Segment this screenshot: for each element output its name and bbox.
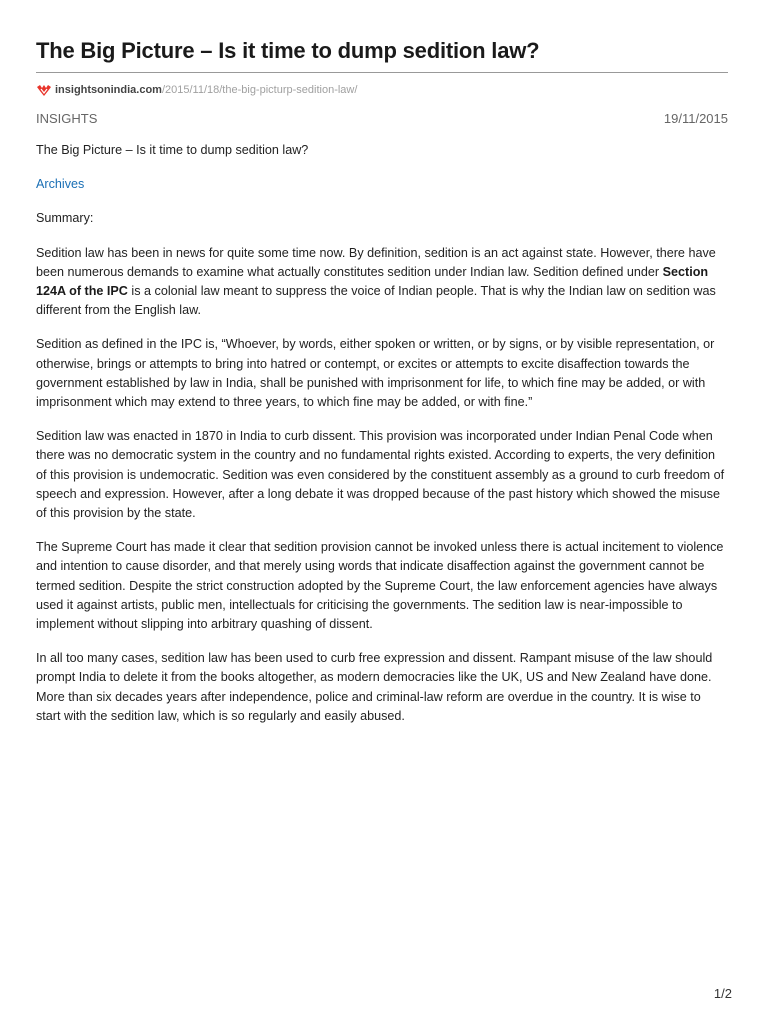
section-reference: Section 124A of the IPC: [36, 264, 709, 299]
category-label: INSIGHTS: [36, 111, 98, 126]
insights-logo-icon: [36, 84, 52, 97]
publish-date: 19/11/2015: [663, 111, 728, 126]
paragraph-2: Sedition as defined in the IPC is, “Whoever, by words, either spoken or written, or by signs, or by visible representation, or otherwise, brings or attempts to bring into hatred or contempt, or excites or attempts to excite disaffection towards the government established by law in India, shall be punished with imprisonment for life, to which fine may be added, or with imprisonment which may extend to three years, to which fine may be added, or with fine.”: [36, 337, 715, 410]
paragraph-1: Sedition law has been in news for quite some time now. By definition, sedition is an act against state. However, there have been numerous demands to examine what actually constitutes sedition under Indian law. Sedition defined under Section 124A of the IPC is a colonial law meant to suppress the voice of Indian people. That is why the Indian law on sedition was different from the English law.: [36, 245, 716, 318]
source-path: /2015/11/18/the-big-picturp-sedition-law/: [161, 84, 358, 96]
source-line: [36, 82, 728, 98]
archives-link[interactable]: Archives: [36, 177, 85, 192]
page-number: 1/2: [713, 986, 732, 1001]
page-title: The Big Picture – Is it time to dump sedition law?: [36, 38, 540, 63]
summary-label: Summary:: [36, 211, 94, 226]
article-body: [36, 141, 728, 726]
paragraph-3: Sedition law was enacted in 1870 in India to curb dissent. This provision was incorporated under Indian Penal Code when there was no democratic system in the country and no fundamental rights existed. According to experts, the very definition of this provision is undemocratic. Sedition was even considered by the constituent assembly as a ground to curb freedom of speech and expression. However, after a long debate it was dropped because of the past history which showed the misuse of this provision by the state.: [36, 429, 725, 521]
meta-row: [36, 110, 728, 128]
title-divider: [36, 72, 728, 73]
source-domain-link[interactable]: insightsonindia.com: [55, 84, 162, 96]
paragraph-5: In all too many cases, sedition law has been used to curb free expression and dissent. Rampant misuse of the law should prompt India to delete it from the books altogether, as modern democracies like the UK, US and New Zealand have done. More than six decades years after independence, police and criminal-law reform are overdue in the country. It is wise to start with the sedition law, which is so regularly and easily abused.: [36, 651, 713, 723]
article-subtitle: The Big Picture – Is it time to dump sedition law?: [36, 143, 309, 157]
document-page: [36, 36, 728, 741]
paragraph-4: The Supreme Court has made it clear that sedition provision cannot be invoked unless there is actual incitement to violence and intention to cause disorder, and that merely using words that indicate disaffection against the government cannot be termed sedition. Despite the strict construction adopted by the Supreme Court, the law enforcement agencies have always used it against artists, public men, intellectuals for criticising the governments. The sedition law is near-impossible to implement without slipping into arbitrary quashing of dissent.: [36, 540, 724, 632]
